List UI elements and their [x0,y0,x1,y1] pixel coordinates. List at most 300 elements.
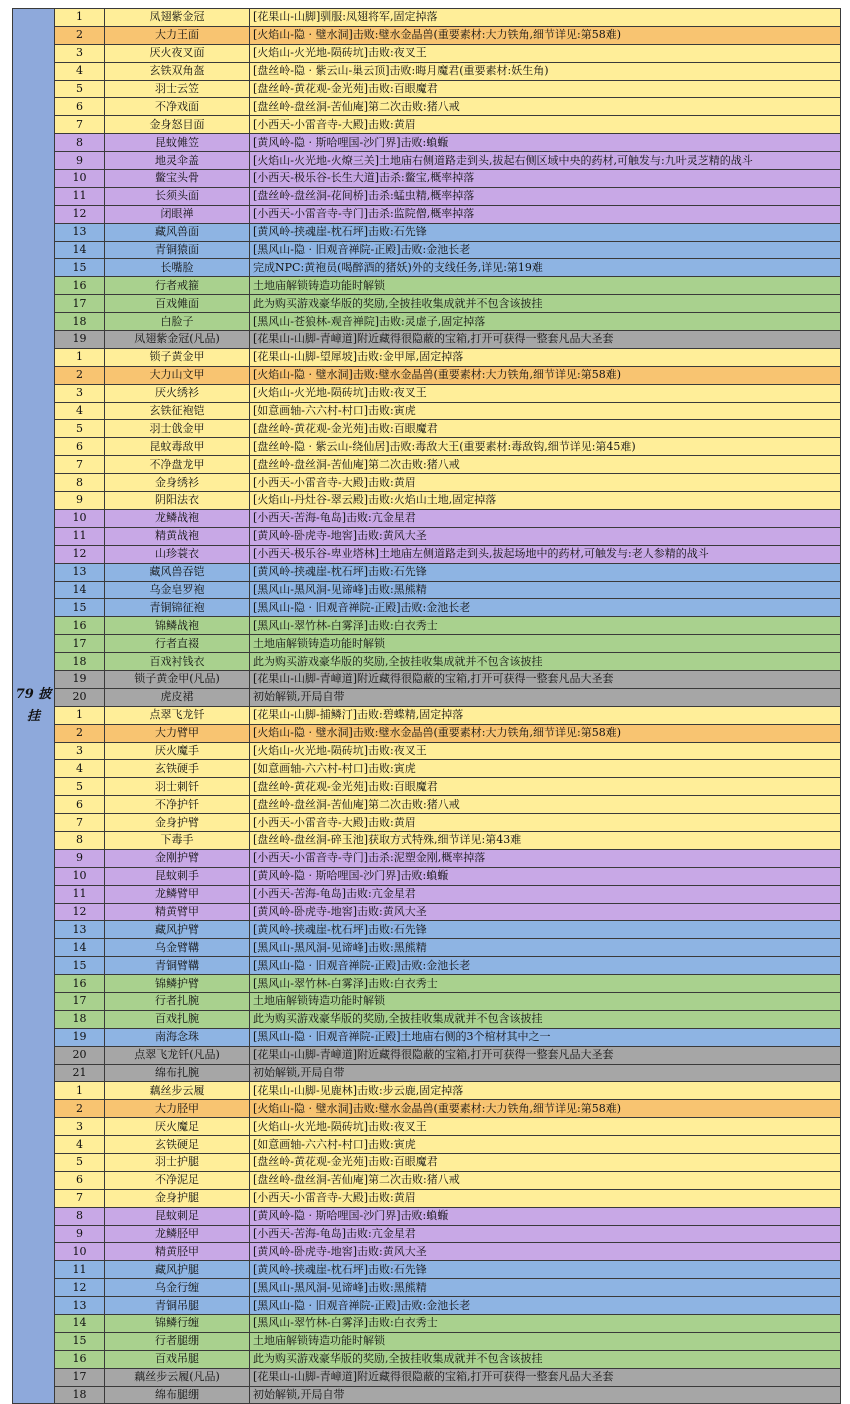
table-row [13,1100,841,1118]
item-number: 1 [55,348,105,366]
item-number: 5 [55,778,105,796]
item-name: 凤翅紫金冠(凡品) [105,331,250,349]
item-name: 金身护腿 [105,1189,250,1207]
item-number: 10 [55,867,105,885]
table-row [13,98,841,116]
item-name: 不净护钎 [105,796,250,814]
item-source: [盘丝岭-隐 · 紫云山-巢云顶]击败:晦月魔君(重要素材:妖生角) [250,62,841,80]
item-source: [火焰山-丹灶谷-翠云殿]击败:火焰山土地,固定掉落 [250,492,841,510]
item-source: [黑风山-隐 · 旧观音禅院-正殿]击败:金池长老 [250,1297,841,1315]
item-source: [火焰山-隐 · 璧水洞]击败:璧水金晶兽(重要素材:大力铁角,细节详见:第58难) [250,26,841,44]
item-source: [黄风岭-隐 · 斯哈哩国-沙门界]击败:蝜蝂 [250,1207,841,1225]
item-source: 土地庙解锁铸造功能时解锁 [250,277,841,295]
item-source: [黄风岭-挟魂崖-枕石坪]击败:石先锋 [250,223,841,241]
item-name: 玄铁征袍铠 [105,402,250,420]
table-row [13,1350,841,1368]
table-row [13,170,841,188]
item-number: 6 [55,98,105,116]
item-name: 龙鳞战袍 [105,509,250,527]
item-number: 18 [55,653,105,671]
table-row [13,1368,841,1386]
item-number: 16 [55,277,105,295]
item-number: 19 [55,670,105,688]
item-number: 1 [55,706,105,724]
item-number: 7 [55,116,105,134]
table-row [13,456,841,474]
item-source: [黑风山-隐 · 旧观音禅院-正殿]击败:金池长老 [250,957,841,975]
item-source: [小西天-苦海-龟岛]击败:亢金星君 [250,885,841,903]
table-row [13,581,841,599]
table-row [13,957,841,975]
item-number: 7 [55,1189,105,1207]
armor-count-label: 79 披挂 [13,9,55,1404]
item-source: [黑风山-翠竹林-白雾泽]击败:白衣秀士 [250,1315,841,1333]
item-source: [黑风山-黑风洞-见谛峰]击败:黑熊精 [250,939,841,957]
item-name: 南海念珠 [105,1028,250,1046]
item-name: 藕丝步云履 [105,1082,250,1100]
table-row [13,831,841,849]
table-row [13,1136,841,1154]
item-name: 金身怒目面 [105,116,250,134]
item-source: [花果山-山脚-捕鳞汀]击败:碧蝶精,固定掉落 [250,706,841,724]
table-row [13,939,841,957]
item-source: [黄风岭-卧虎寺-地窖]击败:黄风大圣 [250,903,841,921]
table-row [13,134,841,152]
item-source: [盘丝岭-黄花观-金光苑]击败:百眼魔君 [250,778,841,796]
item-name: 山珍蓑衣 [105,545,250,563]
item-name: 闭眼禅 [105,205,250,223]
item-number: 12 [55,205,105,223]
item-number: 16 [55,975,105,993]
armor-table [12,8,841,1404]
item-source: [盘丝岭-盘丝洞-碎玉池]获取方式特殊,细节详见:第43难 [250,831,841,849]
item-source: [花果山-山脚-见鹿林]击败:步云鹿,固定掉落 [250,1082,841,1100]
item-name: 鳖宝头骨 [105,170,250,188]
item-name: 青铜锦征袍 [105,599,250,617]
item-name: 长嘴脸 [105,259,250,277]
item-source: [黑风山-黑风洞-见谛峰]击败:黑熊精 [250,581,841,599]
item-number: 8 [55,831,105,849]
item-source: [火焰山-火光地-陨砖坑]击败:夜叉王 [250,384,841,402]
item-source: [盘丝岭-黄花观-金光苑]击败:百眼魔君 [250,1154,841,1172]
item-number: 8 [55,474,105,492]
table-row [13,688,841,706]
item-source: 此为购买游戏豪华版的奖励,全披挂收集成就并不包含该披挂 [250,1010,841,1028]
item-source: 此为购买游戏豪华版的奖励,全披挂收集成就并不包含该披挂 [250,653,841,671]
item-number: 13 [55,563,105,581]
table-row [13,1315,841,1333]
table-row [13,1189,841,1207]
item-name: 羽士云笠 [105,80,250,98]
item-name: 行者直裰 [105,635,250,653]
item-source: [盘丝岭-盘丝洞-苦仙庵]第二次击败:猪八戒 [250,456,841,474]
table-row [13,1046,841,1064]
item-source: [黄风岭-挟魂崖-枕石坪]击败:石先锋 [250,563,841,581]
table-row [13,814,841,832]
item-name: 藏风兽面 [105,223,250,241]
table-row [13,796,841,814]
item-source: [黑风山-黑风洞-见谛峰]击败:黑熊精 [250,1279,841,1297]
item-name: 绵布扎腕 [105,1064,250,1082]
item-number: 9 [55,152,105,170]
table-row [13,1118,841,1136]
item-source: [黄风岭-挟魂崖-枕石坪]击败:石先锋 [250,921,841,939]
item-name: 乌金皂罗袍 [105,581,250,599]
table-row [13,116,841,134]
item-source: [盘丝岭-盘丝洞-苦仙庵]第二次击败:猪八戒 [250,796,841,814]
item-source: [火焰山-火光地-陨砖坑]击败:夜叉王 [250,742,841,760]
table-row [13,921,841,939]
item-number: 20 [55,688,105,706]
table-row [13,26,841,44]
item-name: 藏风护臂 [105,921,250,939]
item-source: 初始解锁,开局自带 [250,688,841,706]
item-name: 厌火绣衫 [105,384,250,402]
item-source: [盘丝岭-盘丝洞-苦仙庵]第二次击败:猪八戒 [250,1171,841,1189]
table-row [13,1243,841,1261]
item-name: 昆蚊刺手 [105,867,250,885]
table-row [13,259,841,277]
table-row [13,1225,841,1243]
item-number: 4 [55,1136,105,1154]
item-source: [黄风岭-挟魂崖-枕石坪]击败:石先锋 [250,1261,841,1279]
table-row [13,1261,841,1279]
item-name: 精黄胫甲 [105,1243,250,1261]
item-name: 下毒手 [105,831,250,849]
item-source: [黄风岭-卧虎寺-地窖]击败:黄风大圣 [250,527,841,545]
table-row [13,313,841,331]
item-number: 5 [55,420,105,438]
item-number: 2 [55,1100,105,1118]
item-source: [小西天-苦海-龟岛]击败:亢金星君 [250,1225,841,1243]
table-row [13,187,841,205]
item-number: 1 [55,1082,105,1100]
item-name: 百戏傩面 [105,295,250,313]
item-source: [小西天-苦海-龟岛]击败:亢金星君 [250,509,841,527]
item-number: 14 [55,1315,105,1333]
item-source: [黑风山-隐 · 旧观音禅院-正殿]击败:金池长老 [250,241,841,259]
item-name: 青铜臂鞲 [105,957,250,975]
item-source: [黑风山-翠竹林-白雾泽]击败:白衣秀士 [250,975,841,993]
item-source: 初始解锁,开局自带 [250,1386,841,1404]
item-source: [花果山-山脚-望犀坡]击败:金甲犀,固定掉落 [250,348,841,366]
item-number: 2 [55,26,105,44]
item-name: 百戏扎腕 [105,1010,250,1028]
table-row [13,1028,841,1046]
item-number: 15 [55,957,105,975]
table-row [13,241,841,259]
item-name: 虎皮裙 [105,688,250,706]
item-number: 11 [55,527,105,545]
table-row [13,760,841,778]
item-name: 锁子黄金甲(凡品) [105,670,250,688]
item-number: 17 [55,1368,105,1386]
item-number: 17 [55,635,105,653]
table-row [13,62,841,80]
table-row [13,1332,841,1350]
item-name: 昆蚊毒敌甲 [105,438,250,456]
item-name: 玄铁硬手 [105,760,250,778]
item-number: 16 [55,617,105,635]
table-row [13,885,841,903]
item-name: 大力臂甲 [105,724,250,742]
table-row [13,1154,841,1172]
item-name: 不净戏面 [105,98,250,116]
table-row [13,509,841,527]
item-number: 3 [55,44,105,62]
item-name: 不净泥足 [105,1171,250,1189]
table-row [13,975,841,993]
table-row [13,348,841,366]
item-number: 14 [55,241,105,259]
item-name: 昆蚊刺足 [105,1207,250,1225]
item-number: 15 [55,1332,105,1350]
table-row [13,1297,841,1315]
item-source: [黑风山-苍狼林-观音禅院]击败:灵虚子,固定掉落 [250,313,841,331]
item-number: 8 [55,1207,105,1225]
table-row [13,563,841,581]
item-source: [小西天-极乐谷-卑业塔林]土地庙左侧道路走到头,拔起场地中的药材,可触发与:老人参精的战斗 [250,545,841,563]
table-row [13,670,841,688]
table-row [13,1010,841,1028]
item-number: 4 [55,62,105,80]
item-number: 12 [55,545,105,563]
item-source: [火焰山-火光地-火燎三关]土地庙右侧道路走到头,拔起右侧区域中央的药材,可触发与:九叶灵芝精的战斗 [250,152,841,170]
item-name: 金刚护臂 [105,849,250,867]
item-number: 10 [55,1243,105,1261]
table-row [13,80,841,98]
table-row [13,1064,841,1082]
item-number: 1 [55,9,105,27]
item-source: [盘丝岭-盘丝洞-苦仙庵]第二次击败:猪八戒 [250,98,841,116]
item-number: 9 [55,849,105,867]
item-source: [黄风岭-隐 · 斯哈哩国-沙门界]击败:蝜蝂 [250,867,841,885]
table-row [13,1279,841,1297]
item-source: [黄风岭-卧虎寺-地窖]击败:黄风大圣 [250,1243,841,1261]
item-name: 羽士刺钎 [105,778,250,796]
item-number: 2 [55,366,105,384]
item-number: 17 [55,295,105,313]
item-number: 3 [55,1118,105,1136]
item-number: 6 [55,1171,105,1189]
item-source: [黑风山-隐 · 旧观音禅院-正殿]土地庙右侧的3个棺材其中之一 [250,1028,841,1046]
table-row [13,706,841,724]
item-name: 精黄臂甲 [105,903,250,921]
table-row [13,152,841,170]
item-number: 9 [55,1225,105,1243]
item-source: [黄风岭-隐 · 斯哈哩国-沙门界]击败:蝜蝂 [250,134,841,152]
table-row [13,277,841,295]
item-source: [小西天-小雷音寺-寺门]击杀:监院僧,概率掉落 [250,205,841,223]
item-name: 羽士戗金甲 [105,420,250,438]
armor-table-body [13,9,841,1404]
item-number: 19 [55,331,105,349]
item-source: [小西天-小雷音寺-寺门]击杀:泥塑金刚,概率掉落 [250,849,841,867]
item-name: 百戏衬钱衣 [105,653,250,671]
item-name: 百戏吊腿 [105,1350,250,1368]
table-row [13,1171,841,1189]
item-source: [火焰山-火光地-陨砖坑]击败:夜叉王 [250,1118,841,1136]
table-row [13,402,841,420]
item-name: 藏风兽吞铠 [105,563,250,581]
item-number: 10 [55,509,105,527]
item-source: [如意画轴-六六村-村口]击败:寅虎 [250,402,841,420]
item-source: [如意画轴-六六村-村口]击败:寅虎 [250,760,841,778]
item-name: 乌金行缠 [105,1279,250,1297]
item-source: [花果山-山脚-青嶂道]附近藏得很隐蔽的宝箱,打开可获得一整套凡品大圣套 [250,670,841,688]
table-row [13,635,841,653]
table-row [13,653,841,671]
item-name: 点翠飞龙钎 [105,706,250,724]
item-name: 不净盘龙甲 [105,456,250,474]
item-name: 阴阳法衣 [105,492,250,510]
table-row [13,992,841,1010]
item-number: 12 [55,1279,105,1297]
table-row [13,492,841,510]
item-number: 9 [55,492,105,510]
item-source: [盘丝岭-隐 · 紫云山-绕仙居]击败:毒敌大王(重要素材:毒敌钩,细节详见:第45难) [250,438,841,456]
item-name: 龙鳞臂甲 [105,885,250,903]
item-number: 21 [55,1064,105,1082]
item-name: 金身绣衫 [105,474,250,492]
table-row [13,903,841,921]
item-source: [火焰山-火光地-陨砖坑]击败:夜叉王 [250,44,841,62]
item-name: 大力王面 [105,26,250,44]
table-row [13,420,841,438]
item-number: 19 [55,1028,105,1046]
item-source: [盘丝岭-盘丝洞-花间桥]击杀:蜢虫精,概率掉落 [250,187,841,205]
item-number: 4 [55,402,105,420]
item-number: 15 [55,259,105,277]
item-source: 土地庙解锁铸造功能时解锁 [250,635,841,653]
item-name: 行者戒箍 [105,277,250,295]
item-source: [花果山-山脚-青嶂道]附近藏得很隐蔽的宝箱,打开可获得一整套凡品大圣套 [250,331,841,349]
item-source: 此为购买游戏豪华版的奖励,全披挂收集成就并不包含该披挂 [250,1350,841,1368]
item-number: 3 [55,742,105,760]
table-row [13,295,841,313]
item-name: 锦鳞护臂 [105,975,250,993]
item-source: [小西天-小雷音寺-大殿]击败:黄眉 [250,814,841,832]
table-row [13,778,841,796]
item-number: 6 [55,438,105,456]
item-number: 7 [55,814,105,832]
item-number: 12 [55,903,105,921]
table-row [13,742,841,760]
item-name: 金身护臂 [105,814,250,832]
item-name: 锁子黄金甲 [105,348,250,366]
item-number: 18 [55,1010,105,1028]
item-name: 厌火魔手 [105,742,250,760]
item-name: 藏风护腿 [105,1261,250,1279]
item-name: 点翠飞龙钎(凡品) [105,1046,250,1064]
item-number: 5 [55,1154,105,1172]
item-number: 13 [55,921,105,939]
item-name: 昆蚊傩笠 [105,134,250,152]
item-name: 藕丝步云履(凡品) [105,1368,250,1386]
item-source: 初始解锁,开局自带 [250,1064,841,1082]
table-row [13,545,841,563]
item-source: [花果山-山脚-青嶂道]附近藏得很隐蔽的宝箱,打开可获得一整套凡品大圣套 [250,1046,841,1064]
item-name: 锦鳞战袍 [105,617,250,635]
item-number: 15 [55,599,105,617]
item-number: 13 [55,1297,105,1315]
item-source: 完成NPC:黄袍员(喝醉酒的猪妖)外的支线任务,详见:第19难 [250,259,841,277]
item-name: 青铜猿面 [105,241,250,259]
item-name: 羽士护腿 [105,1154,250,1172]
item-number: 3 [55,384,105,402]
item-source: [黑风山-隐 · 旧观音禅院-正殿]击败:金池长老 [250,599,841,617]
item-name: 玄铁硬足 [105,1136,250,1154]
table-row [13,1386,841,1404]
item-source: [火焰山-隐 · 璧水洞]击败:璧水金晶兽(重要素材:大力铁角,细节详见:第58难) [250,1100,841,1118]
item-source: [花果山-山脚]驯服:凤翅将军,固定掉落 [250,9,841,27]
item-name: 青铜吊腿 [105,1297,250,1315]
item-name: 地灵伞盖 [105,152,250,170]
item-name: 玄铁双角盔 [105,62,250,80]
item-name: 绵布腿绷 [105,1386,250,1404]
item-number: 18 [55,1386,105,1404]
item-number: 10 [55,170,105,188]
item-number: 11 [55,1261,105,1279]
item-number: 8 [55,134,105,152]
item-source: [如意画轴-六六村-村口]击败:寅虎 [250,1136,841,1154]
item-source: [黑风山-翠竹林-白雾泽]击败:白衣秀士 [250,617,841,635]
table-row [13,599,841,617]
item-source: 土地庙解锁铸造功能时解锁 [250,1332,841,1350]
item-number: 14 [55,581,105,599]
item-number: 7 [55,456,105,474]
item-source: 土地庙解锁铸造功能时解锁 [250,992,841,1010]
table-row [13,1082,841,1100]
item-source: [盘丝岭-黄花观-金光苑]击败:百眼魔君 [250,80,841,98]
item-number: 14 [55,939,105,957]
item-name: 厌火魔足 [105,1118,250,1136]
table-row [13,366,841,384]
item-name: 长须头面 [105,187,250,205]
item-name: 精黄战袍 [105,527,250,545]
item-name: 凤翅紫金冠 [105,9,250,27]
item-name: 龙鳞胫甲 [105,1225,250,1243]
table-row [13,617,841,635]
table-row [13,438,841,456]
item-name: 乌金臂鞲 [105,939,250,957]
item-number: 4 [55,760,105,778]
item-source: [小西天-小雷音寺-大殿]击败:黄眉 [250,1189,841,1207]
table-row [13,44,841,62]
item-source: [盘丝岭-黄花观-金光苑]击败:百眼魔君 [250,420,841,438]
item-source: [小西天-极乐谷-长生大道]击杀:鳖宝,概率掉落 [250,170,841,188]
item-source: [小西天-小雷音寺-大殿]击败:黄眉 [250,116,841,134]
item-number: 17 [55,992,105,1010]
table-row [13,474,841,492]
item-name: 大力胫甲 [105,1100,250,1118]
item-source: [小西天-小雷音寺-大殿]击败:黄眉 [250,474,841,492]
item-number: 16 [55,1350,105,1368]
table-row [13,527,841,545]
item-source: 此为购买游戏豪华版的奖励,全披挂收集成就并不包含该披挂 [250,295,841,313]
table-row [13,1207,841,1225]
item-source: [花果山-山脚-青嶂道]附近藏得很隐蔽的宝箱,打开可获得一整套凡品大圣套 [250,1368,841,1386]
table-row [13,849,841,867]
item-source: [火焰山-隐 · 璧水洞]击败:璧水金晶兽(重要素材:大力铁角,细节详见:第58难) [250,724,841,742]
item-source: [火焰山-隐 · 璧水洞]击败:璧水金晶兽(重要素材:大力铁角,细节详见:第58难) [250,366,841,384]
table-row [13,867,841,885]
table-row [13,724,841,742]
item-number: 20 [55,1046,105,1064]
item-name: 厌火夜叉面 [105,44,250,62]
item-name: 行者腿绷 [105,1332,250,1350]
table-row [13,331,841,349]
